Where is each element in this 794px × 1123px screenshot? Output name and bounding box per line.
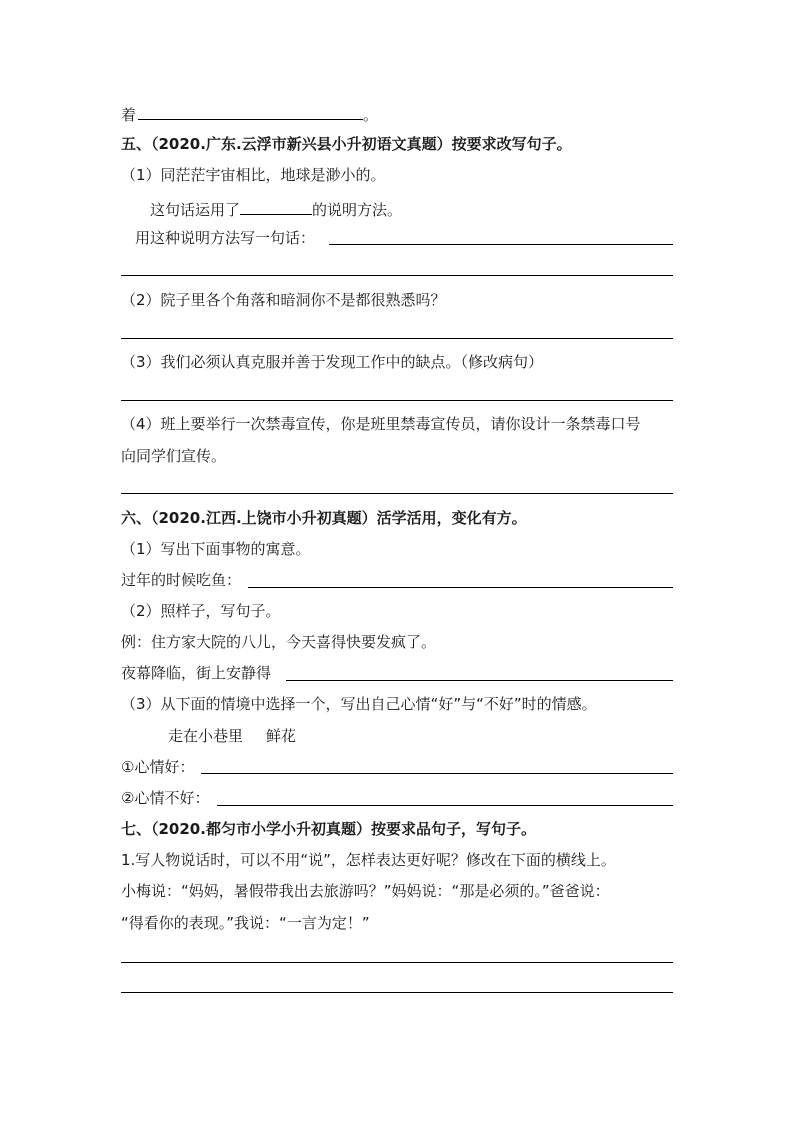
- s6-option-1: 走在小巷里: [168, 727, 244, 745]
- answer-line[interactable]: [217, 805, 673, 806]
- answer-blank[interactable]: [138, 103, 363, 120]
- answer-line[interactable]: [121, 338, 673, 339]
- s5-question-1-method: [150, 198, 402, 220]
- s5-q1-method-pre: 这句话运用了: [150, 201, 241, 219]
- answer-line[interactable]: [121, 400, 673, 401]
- s5-question-4-line2: 向同学们宣传。: [121, 447, 227, 465]
- s6-question-2-example: 例：住方家大院的八儿，今天喜得快要发疯了。: [121, 633, 437, 651]
- s7-passage-line1: 小梅说：“妈妈，暑假带我出去旅游吗？”妈妈说：“那是必须的。”爸爸说：: [121, 882, 610, 900]
- s6-question-1: （1）写出下面事物的寓意。: [121, 540, 311, 558]
- s5-q1-method-post: 的说明方法。: [312, 201, 403, 219]
- s5-question-1: （1）同茫茫宇宙相比，地球是渺小的。: [121, 166, 386, 184]
- s7-question-1: 1.写人物说话时，可以不用“说”，怎样表达更好呢？修改在下面的横线上。: [121, 851, 616, 869]
- s5-question-1-write-label: 用这种说明方法写一句话：: [135, 229, 316, 247]
- s6-option-2: 鲜花: [266, 727, 297, 745]
- section-6-title: 六、（2020.江西.上饶市小升初真题）活学活用，变化有方。: [121, 509, 527, 527]
- s6-question-2-prompt: 夜幕降临，街上安静得: [121, 664, 272, 682]
- s6-question-3: （3）从下面的情境中选择一个，写出自己心情“好”与“不好”时的情感。: [121, 695, 597, 713]
- s6-mood-good-label: ①心情好：: [121, 758, 195, 776]
- answer-line[interactable]: [329, 244, 673, 245]
- s5-question-3: （3）我们必须认真克服并善于发现工作中的缺点。（修改病句）: [121, 353, 544, 371]
- text-zhe: 着: [121, 106, 137, 124]
- answer-line[interactable]: [121, 992, 673, 993]
- continuation-line: [121, 103, 378, 125]
- answer-line[interactable]: [248, 587, 673, 588]
- s5-question-2: （2）院子里各个角落和暗洞你不是都很熟悉吗？: [121, 291, 446, 309]
- answer-line[interactable]: [121, 962, 673, 963]
- s6-question-1-label: 过年的时候吃鱼：: [121, 571, 242, 589]
- s6-mood-bad-label: ②心情不好：: [121, 789, 210, 807]
- answer-line[interactable]: [121, 275, 673, 276]
- answer-line[interactable]: [121, 493, 673, 494]
- s5-question-4-line1: （4）班上要举行一次禁毒宣传，你是班里禁毒宣传员，请你设计一条禁毒口号: [121, 415, 641, 433]
- section-7-title: 七、（2020.都匀市小学小升初真题）按要求品句子，写句子。: [121, 820, 536, 838]
- section-5-title: 五、（2020.广东.云浮市新兴县小升初语文真题）按要求改写句子。: [121, 135, 572, 153]
- s7-passage-line2: “得看你的表现。”我说：“一言为定！”: [121, 914, 370, 932]
- text-period: 。: [363, 106, 379, 124]
- s6-question-2: （2）照样子，写句子。: [121, 602, 281, 620]
- answer-line[interactable]: [286, 680, 673, 681]
- method-blank[interactable]: [240, 198, 312, 215]
- answer-line[interactable]: [201, 773, 673, 774]
